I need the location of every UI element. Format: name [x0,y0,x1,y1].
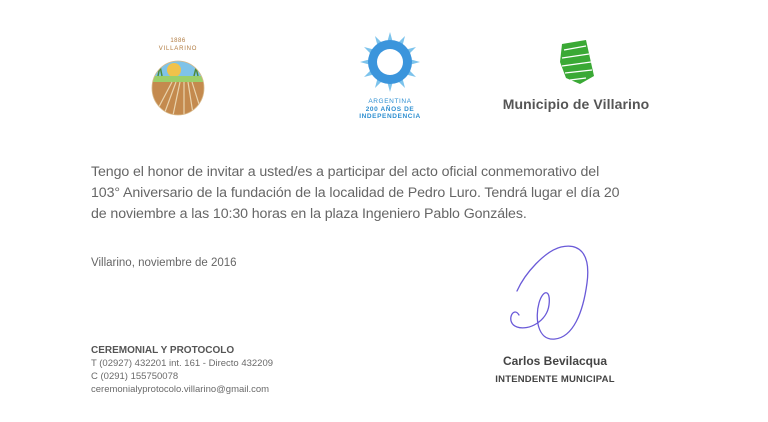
ceremonial-contact [91,344,273,396]
bicentenario-line-3: INDEPENDENCIA [359,113,421,120]
signer-name: Carlos Bevilacqua [502,354,608,368]
bicentenario-line-1: ARGENTINA [368,98,412,105]
villarino-seal-logo [138,38,218,120]
seal-name: VILLARINO [158,46,198,52]
seal-emblem-icon [138,38,218,120]
invitation-line: de noviembre a las 10:30 horas en la plaza Ingeniero Pablo Gonzáles. [91,206,527,222]
invitation-text [91,162,691,225]
municipio-map-icon [556,38,596,86]
seal-year: 1886 [170,38,186,44]
bicentenario-sun-icon [358,30,422,94]
invitation-line: 103° Aniversario de la fundación de la localidad de Pedro Luro. Tendrá lugar el día 20 [91,185,620,201]
ceremonial-email: ceremonialyprotocolo.villarino@gmail.com [91,384,270,395]
bicentenario-line-2: 200 AÑOS DE [365,105,415,113]
bicentenario-logo [350,30,430,126]
invitation-line: Tengo el honor de invitar a usted/es a participar del acto oficial conmemorativo del [91,164,600,180]
place-date: Villarino, noviembre de 2016 [91,257,237,269]
ceremonial-title: CEREMONIAL Y PROTOCOLO [91,345,235,356]
ceremonial-phone: T (02927) 432201 int. 161 - Directo 432209 [91,358,274,369]
ceremonial-cell: C (0291) 155750078 [91,371,179,382]
municipio-name: Municipio de Villarino [502,96,650,112]
signer-title: INTENDENTE MUNICIPAL [495,374,615,385]
signature-icon [495,243,605,343]
municipio-logo [496,38,656,118]
